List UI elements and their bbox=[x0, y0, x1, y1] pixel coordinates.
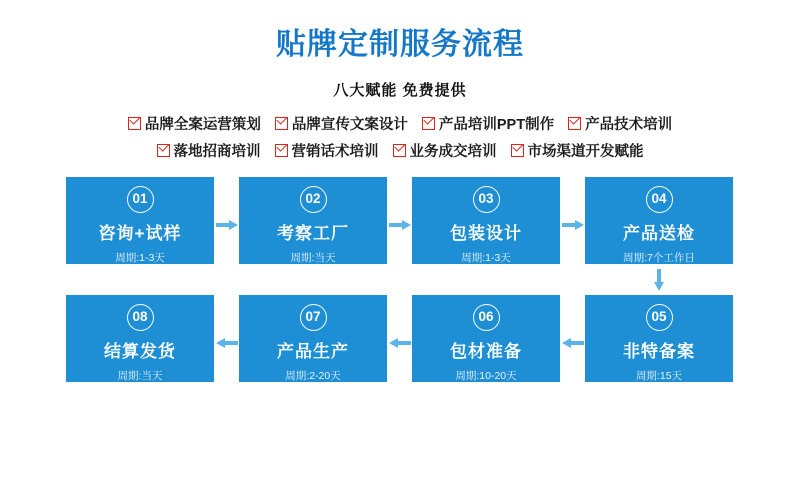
check-icon bbox=[511, 144, 524, 157]
process-flow-diagram bbox=[66, 177, 734, 382]
flow-step-name: 非特备案 bbox=[623, 342, 695, 361]
poster-root bbox=[0, 28, 800, 479]
flow-step-period: 周期:当天 bbox=[290, 252, 336, 264]
feature-item bbox=[157, 140, 261, 161]
flow-step-06 bbox=[412, 295, 560, 382]
check-icon bbox=[422, 117, 435, 130]
feature-item bbox=[422, 113, 554, 134]
feature-item bbox=[511, 140, 644, 161]
arrow-right-icon bbox=[216, 220, 238, 229]
flow-step-period: 周期:1-3天 bbox=[115, 252, 165, 264]
feature-label: 品牌全案运营策划 bbox=[144, 117, 261, 133]
feature-item bbox=[275, 140, 379, 161]
flow-step-number: 03 bbox=[473, 186, 500, 213]
flow-step-name: 考察工厂 bbox=[277, 224, 349, 243]
flow-step-number: 04 bbox=[646, 186, 673, 213]
flow-step-03 bbox=[412, 177, 560, 264]
feature-label: 产品培训PPT制作 bbox=[438, 117, 555, 133]
feature-label: 品牌宣传文案设计 bbox=[291, 117, 408, 133]
flow-step-name: 产品送检 bbox=[623, 224, 695, 243]
feature-item bbox=[128, 113, 261, 134]
flow-step-name: 包材准备 bbox=[450, 342, 522, 361]
feature-item bbox=[568, 113, 672, 134]
feature-item bbox=[275, 113, 408, 134]
flow-step-period: 周期:7个工作日 bbox=[623, 252, 695, 264]
flow-step-name: 咨询+试样 bbox=[98, 224, 182, 243]
arrow-down-icon bbox=[654, 269, 663, 291]
feature-label: 业务成交培训 bbox=[409, 144, 497, 160]
flow-step-02 bbox=[239, 177, 387, 264]
check-icon bbox=[157, 144, 170, 157]
flow-step-number: 02 bbox=[300, 186, 327, 213]
flow-step-name: 结算发货 bbox=[104, 342, 176, 361]
arrow-right-icon bbox=[389, 220, 411, 229]
arrow-right-icon bbox=[562, 220, 584, 229]
page-subtitle: 八大赋能 免费提供 bbox=[333, 82, 467, 99]
check-icon bbox=[275, 144, 288, 157]
flow-step-period: 周期:10-20天 bbox=[455, 370, 517, 382]
flow-step-01 bbox=[66, 177, 214, 264]
flow-step-number: 08 bbox=[127, 304, 154, 331]
check-icon bbox=[568, 117, 581, 130]
feature-label: 营销话术培训 bbox=[291, 144, 379, 160]
feature-label: 落地招商培训 bbox=[173, 144, 261, 160]
flow-step-04 bbox=[585, 177, 733, 264]
feature-item bbox=[393, 140, 497, 161]
feature-row bbox=[0, 113, 800, 134]
flow-step-number: 07 bbox=[300, 304, 327, 331]
feature-label: 产品技术培训 bbox=[585, 117, 673, 133]
check-icon bbox=[128, 117, 141, 130]
flow-step-period: 周期:2-20天 bbox=[285, 370, 341, 382]
flow-step-05 bbox=[585, 295, 733, 382]
flow-step-number: 05 bbox=[646, 304, 673, 331]
flow-step-name: 产品生产 bbox=[277, 342, 349, 361]
feature-row bbox=[0, 140, 800, 161]
flow-step-period: 周期:当天 bbox=[117, 370, 163, 382]
feature-label: 市场渠道开发赋能 bbox=[527, 144, 644, 160]
flow-step-08 bbox=[66, 295, 214, 382]
flow-step-period: 周期:1-3天 bbox=[461, 252, 511, 264]
flow-step-number: 01 bbox=[127, 186, 154, 213]
check-icon bbox=[275, 117, 288, 130]
flow-step-07 bbox=[239, 295, 387, 382]
flow-step-name: 包装设计 bbox=[450, 224, 522, 243]
page-title: 贴牌定制服务流程 bbox=[276, 28, 524, 61]
arrow-left-icon bbox=[216, 338, 238, 347]
flow-step-number: 06 bbox=[473, 304, 500, 331]
feature-list bbox=[0, 113, 800, 161]
check-icon bbox=[393, 144, 406, 157]
arrow-left-icon bbox=[562, 338, 584, 347]
arrow-left-icon bbox=[389, 338, 411, 347]
flow-step-period: 周期:15天 bbox=[635, 370, 683, 382]
